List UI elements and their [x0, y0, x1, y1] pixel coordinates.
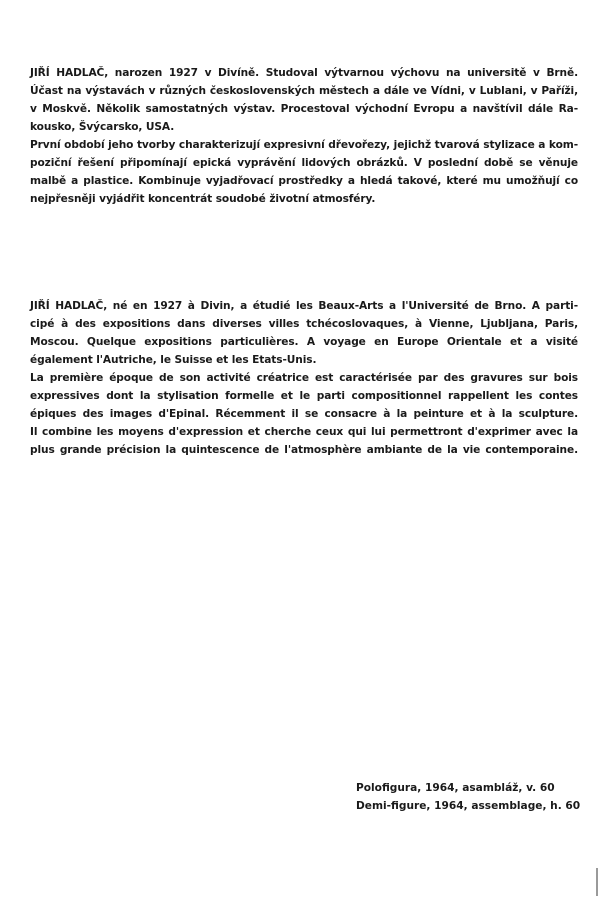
french-bio-line: plus grande précision la quintescence de l'atmosphère ambiante de la vie contemporaine.: [30, 444, 578, 456]
french-bio-line: expressives dont la stylisation formelle et le parti compositionnel rappellent les contes: [30, 390, 578, 402]
czech-bio-line: Účast na výstavách v různých československých městech a dále ve Vídni, v Lublani, v Paříži,: [30, 85, 578, 97]
french-bio-line: JIŘÍ HADLAČ, né en 1927 à Divin, a étudié les Beaux-Arts a l'Université de Brno. A parti-: [30, 300, 578, 312]
french-bio-line: Il combine les moyens d'expression et cherche ceux qui lui permettront d'exprimer avec la: [30, 426, 578, 438]
french-bio-line: cipé à des expositions dans diverses villes tchécoslovaques, à Vienne, Ljubljana, Paris,: [30, 318, 578, 330]
czech-bio-line: JIŘÍ HADLAČ, narozen 1927 v Divíně. Studoval výtvarnou výchovu na universitě v Brně.: [30, 67, 578, 79]
page-edge-mark: [596, 868, 598, 896]
caption-czech: Polofigura, 1964, asambláž, v. 60: [356, 782, 555, 794]
french-bio-line: également l'Autriche, le Suisse et les Etats-Unis.: [30, 354, 317, 366]
czech-bio-line: První období jeho tvorby charakterizují expresivní dřevořezy, jejichž tvarová stylizace a kom-: [30, 139, 578, 151]
czech-bio-line: nejpřesněji vyjádřit koncentrát soudobé životní atmosféry.: [30, 193, 376, 205]
czech-bio-line: kousko, Švýcarsko, USA.: [30, 121, 175, 133]
czech-bio-line: v Moskvě. Několik samostatných výstav. Procestoval východní Evropu a navštívil dále Ra-: [30, 103, 578, 115]
french-bio-line: épiques des images d'Epinal. Récemment il se consacre à la peinture et à la sculpture.: [30, 408, 578, 420]
french-bio-line: Moscou. Quelque expositions particulières. A voyage en Europe Orientale et a visité: [30, 336, 578, 348]
czech-bio-line: poziční řešení připomínají epická vyprávění lidových obrázků. V poslední době se věnuje: [30, 157, 578, 169]
caption-french: Demi-figure, 1964, assemblage, h. 60: [356, 800, 581, 812]
french-bio-line: La première époque de son activité créatrice est caractérisée par des gravures sur bois: [30, 372, 578, 384]
czech-bio-line: malbě a plastice. Kombinuje vyjadřovací prostředky a hledá takové, které mu umožňují co: [30, 175, 578, 187]
